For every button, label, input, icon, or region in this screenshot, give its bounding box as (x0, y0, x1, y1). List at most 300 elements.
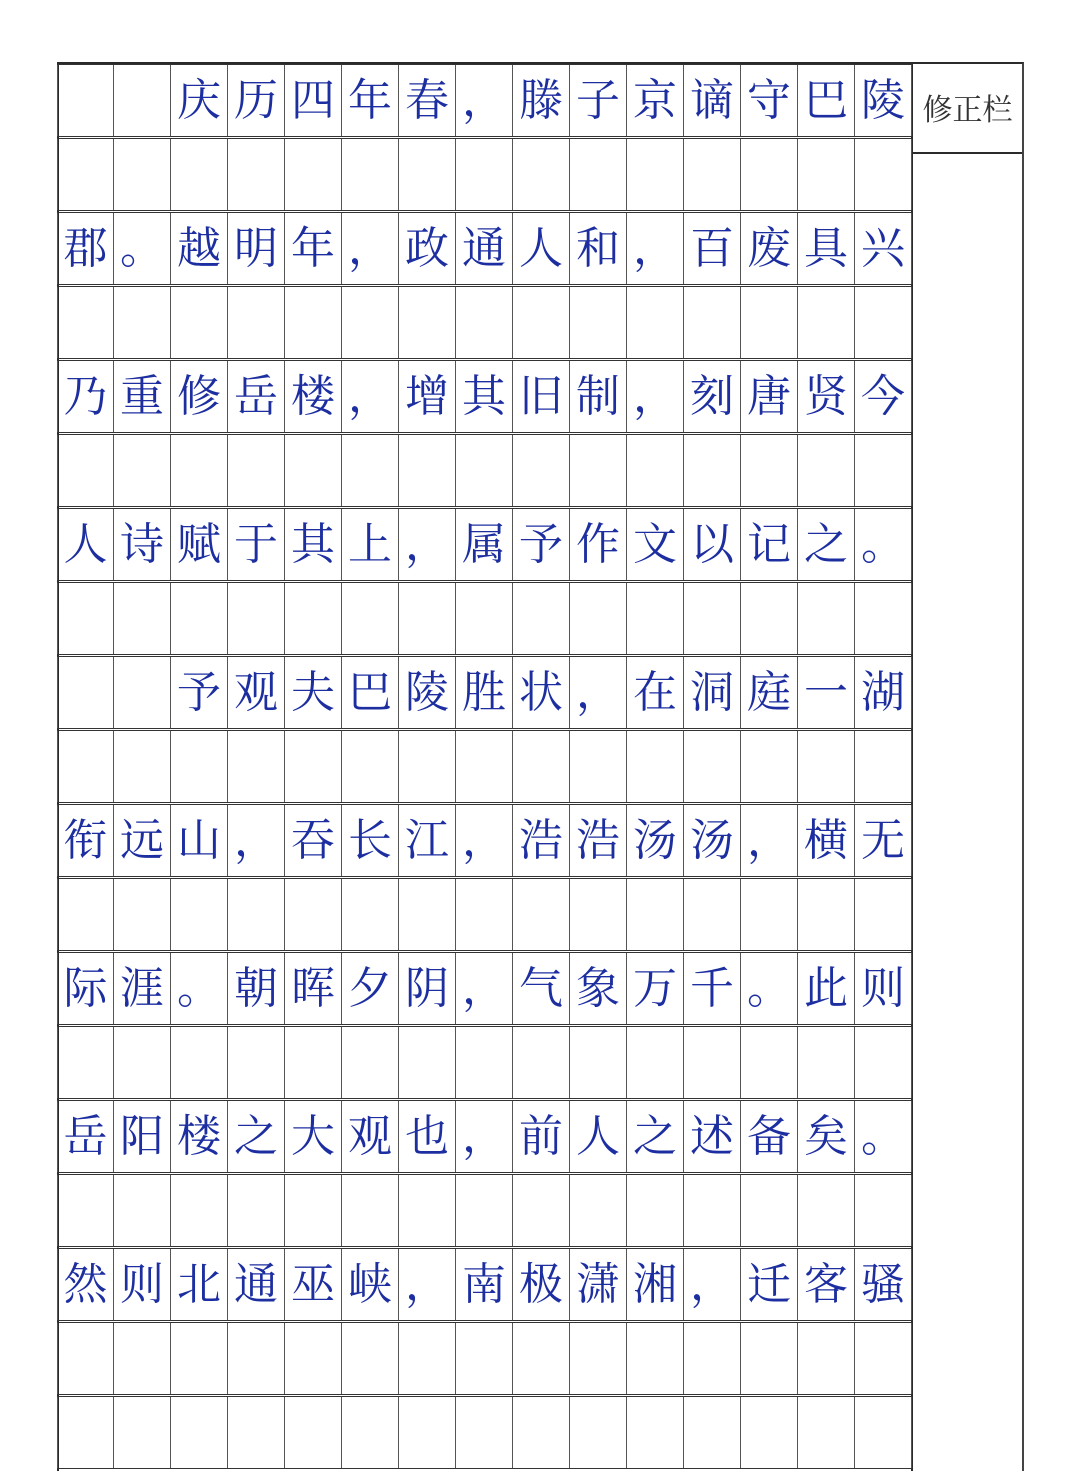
grid-cell (342, 731, 399, 802)
grid-cell: 陵 (855, 65, 912, 136)
spacer-row (57, 1026, 912, 1099)
grid-cell: 客 (798, 1249, 855, 1320)
grid-cell: 无 (855, 805, 912, 876)
grid-cell (456, 1323, 513, 1394)
grid-cell: 以 (684, 509, 741, 580)
grid-cell: 备 (741, 1101, 798, 1172)
grid-cell: 岳 (228, 361, 285, 432)
grid-cell: 峡 (342, 1249, 399, 1320)
grid-cell (399, 731, 456, 802)
grid-cell: 诗 (114, 509, 171, 580)
grid-cell (627, 1027, 684, 1098)
grid-cell: 夕 (342, 953, 399, 1024)
grid-cell (798, 1397, 855, 1468)
grid-cell (57, 1175, 114, 1246)
grid-cell (456, 1397, 513, 1468)
grid-cell: 浩 (570, 805, 627, 876)
grid-cell: 南 (456, 1249, 513, 1320)
grid-cell: 修 (171, 361, 228, 432)
text-row (57, 1396, 912, 1469)
text-row (57, 656, 912, 729)
grid-cell (855, 583, 912, 654)
grid-cell (399, 1397, 456, 1468)
grid-cell: 谪 (684, 65, 741, 136)
grid-cell (456, 731, 513, 802)
grid-cell (171, 1323, 228, 1394)
grid-cell: 人 (513, 213, 570, 284)
grid-cell: 记 (741, 509, 798, 580)
grid-cell (57, 657, 114, 728)
grid-cell (513, 1027, 570, 1098)
grid-cell (627, 435, 684, 506)
grid-cell: 吞 (285, 805, 342, 876)
grid-cell (684, 1027, 741, 1098)
text-row (57, 212, 912, 285)
grid-cell: 郡 (57, 213, 114, 284)
grid-cell: 上 (342, 509, 399, 580)
grid-cell: 兴 (855, 213, 912, 284)
grid-cell: 京 (627, 65, 684, 136)
grid-cell: 其 (456, 361, 513, 432)
grid-cell: 阳 (114, 1101, 171, 1172)
grid-cell: 守 (741, 65, 798, 136)
grid-cell (399, 879, 456, 950)
grid-cell: 横 (798, 805, 855, 876)
grid-cell (741, 435, 798, 506)
grid-cell: 晖 (285, 953, 342, 1024)
grid-cell (456, 287, 513, 358)
grid-cell (285, 879, 342, 950)
grid-cell (228, 287, 285, 358)
grid-cell (570, 1027, 627, 1098)
grid-cell (342, 287, 399, 358)
grid-cell: 象 (570, 953, 627, 1024)
grid-cell: 四 (285, 65, 342, 136)
grid-cell: 年 (285, 213, 342, 284)
grid-cell (399, 583, 456, 654)
grid-cell: 百 (684, 213, 741, 284)
grid-cell: 赋 (171, 509, 228, 580)
grid-cell (171, 1397, 228, 1468)
grid-cell: 状 (513, 657, 570, 728)
grid-cell (342, 435, 399, 506)
grid-cell (456, 1175, 513, 1246)
grid-cell (741, 1323, 798, 1394)
grid-cell (171, 1175, 228, 1246)
grid-cell (228, 139, 285, 210)
grid-cell: ， (342, 213, 399, 284)
grid-cell: 阴 (399, 953, 456, 1024)
grid-cell (114, 731, 171, 802)
grid-cell (855, 1397, 912, 1468)
grid-cell (399, 287, 456, 358)
grid-cell (228, 1175, 285, 1246)
grid-cell: 增 (399, 361, 456, 432)
grid-cell: 前 (513, 1101, 570, 1172)
text-row (57, 952, 912, 1025)
grid-cell (399, 1175, 456, 1246)
grid-cell: ， (342, 361, 399, 432)
grid-cell (741, 1027, 798, 1098)
grid-cell (285, 435, 342, 506)
grid-cell (627, 583, 684, 654)
grid-cell (171, 731, 228, 802)
grid-cell: 胜 (456, 657, 513, 728)
grid-cell (342, 1397, 399, 1468)
grid-cell (171, 435, 228, 506)
grid-cell (627, 731, 684, 802)
grid-cell (57, 1397, 114, 1468)
grid-cell (684, 879, 741, 950)
grid-cell (114, 657, 171, 728)
grid-cell (570, 1323, 627, 1394)
grid-cell (114, 1397, 171, 1468)
grid-cell: 。 (114, 213, 171, 284)
text-row (57, 804, 912, 877)
grid-cell: 。 (171, 953, 228, 1024)
grid-cell: 庭 (741, 657, 798, 728)
grid-cell (513, 1175, 570, 1246)
grid-cell: ， (456, 805, 513, 876)
grid-cell (684, 435, 741, 506)
grid-cell: 骚 (855, 1249, 912, 1320)
grid-cell (456, 583, 513, 654)
grid-cell: 刻 (684, 361, 741, 432)
grid-cell (513, 1323, 570, 1394)
grid-cell: 子 (570, 65, 627, 136)
grid-cell: 潇 (570, 1249, 627, 1320)
grid-cell (456, 139, 513, 210)
grid-cell (57, 65, 114, 136)
grid-cell (228, 583, 285, 654)
grid-cell (285, 287, 342, 358)
grid-cell (171, 879, 228, 950)
grid-cell: 大 (285, 1101, 342, 1172)
grid-cell (513, 879, 570, 950)
grid-cell (798, 1323, 855, 1394)
grid-cell: 湘 (627, 1249, 684, 1320)
grid-cell (798, 435, 855, 506)
grid-cell: 北 (171, 1249, 228, 1320)
grid-cell (570, 1397, 627, 1468)
grid-cell (855, 435, 912, 506)
grid-cell (627, 1397, 684, 1468)
grid-cell (798, 731, 855, 802)
grid-cell: 迁 (741, 1249, 798, 1320)
grid-cell (285, 139, 342, 210)
grid-cell (399, 1027, 456, 1098)
grid-cell: 岳 (57, 1101, 114, 1172)
grid-cell: 废 (741, 213, 798, 284)
grid-cell (171, 139, 228, 210)
grid-cell (342, 583, 399, 654)
grid-cell (741, 583, 798, 654)
grid-cell (342, 1175, 399, 1246)
grid-cell (627, 1175, 684, 1246)
text-row (57, 1100, 912, 1173)
grid-cell (228, 1323, 285, 1394)
grid-cell: 。 (855, 509, 912, 580)
text-row (57, 360, 912, 433)
grid-cell (570, 583, 627, 654)
grid-cell: 此 (798, 953, 855, 1024)
grid-cell: 人 (570, 1101, 627, 1172)
grid-cell (855, 287, 912, 358)
grid-cell (684, 139, 741, 210)
grid-cell: 涯 (114, 953, 171, 1024)
grid-cell: 之 (798, 509, 855, 580)
spacer-row (57, 730, 912, 803)
grid-cell: 万 (627, 953, 684, 1024)
grid-cell (684, 731, 741, 802)
grid-cell (741, 139, 798, 210)
grid-cell (741, 1397, 798, 1468)
grid-cell (570, 879, 627, 950)
correction-column-label: 修正栏 (913, 62, 1022, 154)
grid-cell (627, 1323, 684, 1394)
grid-cell (114, 583, 171, 654)
grid-cell: 陵 (399, 657, 456, 728)
grid-cell (228, 435, 285, 506)
grid-cell (684, 1175, 741, 1246)
grid-cell (342, 1323, 399, 1394)
grid-cell (855, 879, 912, 950)
grid-cell: 然 (57, 1249, 114, 1320)
grid-cell: 观 (228, 657, 285, 728)
grid-cell: 。 (855, 1101, 912, 1172)
grid-cell (855, 1027, 912, 1098)
grid-cell (57, 583, 114, 654)
grid-cell (228, 1397, 285, 1468)
grid-cell (855, 1175, 912, 1246)
grid-cell: 之 (228, 1101, 285, 1172)
grid-cell: 则 (855, 953, 912, 1024)
grid-cell (570, 731, 627, 802)
grid-cell: 述 (684, 1101, 741, 1172)
grid-cell: ， (456, 1101, 513, 1172)
grid-cell: 洞 (684, 657, 741, 728)
grid-cell: 制 (570, 361, 627, 432)
grid-cell: 属 (456, 509, 513, 580)
grid-cell (114, 65, 171, 136)
grid-cell (114, 1323, 171, 1394)
grid-cell: 越 (171, 213, 228, 284)
grid-cell: 极 (513, 1249, 570, 1320)
grid-cell (399, 435, 456, 506)
grid-cell: ， (228, 805, 285, 876)
grid-cell (627, 287, 684, 358)
grid-cell (684, 583, 741, 654)
grid-cell: 际 (57, 953, 114, 1024)
grid-cell: 和 (570, 213, 627, 284)
grid-cell: 旧 (513, 361, 570, 432)
grid-cell (855, 139, 912, 210)
grid-cell: 湖 (855, 657, 912, 728)
grid-cell (285, 1027, 342, 1098)
grid-cell (798, 139, 855, 210)
grid-cell (57, 435, 114, 506)
grid-cell (114, 1027, 171, 1098)
grid-cell: 一 (798, 657, 855, 728)
grid-cell (627, 879, 684, 950)
grid-cell (798, 879, 855, 950)
grid-cell (741, 1175, 798, 1246)
grid-cell (57, 731, 114, 802)
grid-cell: 汤 (684, 805, 741, 876)
grid-cell (285, 1323, 342, 1394)
grid-cell: 江 (399, 805, 456, 876)
grid-cell: 之 (627, 1101, 684, 1172)
grid-cell: 观 (342, 1101, 399, 1172)
grid-cell (114, 287, 171, 358)
grid-cell: 滕 (513, 65, 570, 136)
grid-cell (285, 583, 342, 654)
grid-cell (342, 1027, 399, 1098)
grid-cell: 作 (570, 509, 627, 580)
text-row (57, 508, 912, 581)
grid-cell (399, 1323, 456, 1394)
grid-cell (741, 731, 798, 802)
grid-cell (285, 1175, 342, 1246)
grid-cell: 矣 (798, 1101, 855, 1172)
grid-cell: 巴 (798, 65, 855, 136)
grid-cell: 长 (342, 805, 399, 876)
grid-cell: 楼 (171, 1101, 228, 1172)
grid-cell: 则 (114, 1249, 171, 1320)
grid-cell (513, 287, 570, 358)
grid-cell (627, 139, 684, 210)
grid-cell: 人 (57, 509, 114, 580)
grid-cell: 山 (171, 805, 228, 876)
grid-cell (57, 1027, 114, 1098)
grid-cell: ， (456, 65, 513, 136)
grid-cell: ， (399, 509, 456, 580)
grid-cell: 夫 (285, 657, 342, 728)
grid-cell: 春 (399, 65, 456, 136)
grid-cell (171, 1027, 228, 1098)
grid-cell (513, 435, 570, 506)
grid-cell (570, 1175, 627, 1246)
grid-cell (285, 731, 342, 802)
grid-cell: 千 (684, 953, 741, 1024)
grid-cell: ， (741, 805, 798, 876)
grid-cell (171, 287, 228, 358)
grid-cell (456, 1027, 513, 1098)
grid-cell: 在 (627, 657, 684, 728)
grid-cell (114, 435, 171, 506)
grid-cell (513, 1397, 570, 1468)
grid-cell (798, 583, 855, 654)
grid-cell (57, 879, 114, 950)
grid-cell: ， (399, 1249, 456, 1320)
grid-cell (456, 879, 513, 950)
text-row (57, 64, 912, 137)
grid-cell (57, 287, 114, 358)
grid-cell: ， (570, 657, 627, 728)
grid-cell: 也 (399, 1101, 456, 1172)
grid-cell (57, 139, 114, 210)
grid-cell: 年 (342, 65, 399, 136)
grid-cell (228, 1027, 285, 1098)
grid-cell (114, 1175, 171, 1246)
spacer-row (57, 878, 912, 951)
grid-cell: 巴 (342, 657, 399, 728)
grid-cell (798, 1027, 855, 1098)
grid-cell (855, 731, 912, 802)
spacer-row (57, 1322, 912, 1395)
grid-cell: 气 (513, 953, 570, 1024)
grid-cell: 贤 (798, 361, 855, 432)
grid-cell: ， (684, 1249, 741, 1320)
grid-cell (798, 287, 855, 358)
grid-cell: ， (456, 953, 513, 1024)
grid-cell (570, 435, 627, 506)
grid-cell (741, 879, 798, 950)
grid-cell (114, 139, 171, 210)
grid-cell: 于 (228, 509, 285, 580)
grid-cell (684, 1397, 741, 1468)
grid-cell (570, 139, 627, 210)
grid-cell: 浩 (513, 805, 570, 876)
grid-cell: ， (627, 361, 684, 432)
grid-cell: 通 (228, 1249, 285, 1320)
grid-cell: 具 (798, 213, 855, 284)
grid-cell (114, 879, 171, 950)
spacer-row (57, 138, 912, 211)
grid-cell (399, 139, 456, 210)
grid-cell (228, 879, 285, 950)
grid-cell: 其 (285, 509, 342, 580)
spacer-row (57, 286, 912, 359)
grid-cell (228, 731, 285, 802)
grid-cell (513, 139, 570, 210)
grid-cell (57, 1323, 114, 1394)
grid-cell: ， (627, 213, 684, 284)
grid-cell: 重 (114, 361, 171, 432)
grid-cell: 远 (114, 805, 171, 876)
grid-cell: 予 (171, 657, 228, 728)
grid-cell: 乃 (57, 361, 114, 432)
grid-cell: 予 (513, 509, 570, 580)
grid-cell (513, 583, 570, 654)
grid-cell: 唐 (741, 361, 798, 432)
grid-cell (570, 287, 627, 358)
grid-cell: 明 (228, 213, 285, 284)
grid-cell (684, 1323, 741, 1394)
grid-cell: 通 (456, 213, 513, 284)
grid-cell: 政 (399, 213, 456, 284)
text-row (57, 1248, 912, 1321)
spacer-row (57, 582, 912, 655)
grid-cell (684, 287, 741, 358)
grid-cell: 今 (855, 361, 912, 432)
grid-cell (741, 287, 798, 358)
grid-cell (285, 1397, 342, 1468)
grid-cell (798, 1175, 855, 1246)
grid-cell (513, 731, 570, 802)
grid-cell: 历 (228, 65, 285, 136)
grid-cell (456, 435, 513, 506)
grid-cell: 朝 (228, 953, 285, 1024)
grid-cell: 。 (741, 953, 798, 1024)
grid-cell: 衔 (57, 805, 114, 876)
grid-cell: 庆 (171, 65, 228, 136)
grid-cell (342, 139, 399, 210)
grid-cell (171, 583, 228, 654)
grid-cell: 楼 (285, 361, 342, 432)
spacer-row (57, 434, 912, 507)
spacer-row (57, 1174, 912, 1247)
